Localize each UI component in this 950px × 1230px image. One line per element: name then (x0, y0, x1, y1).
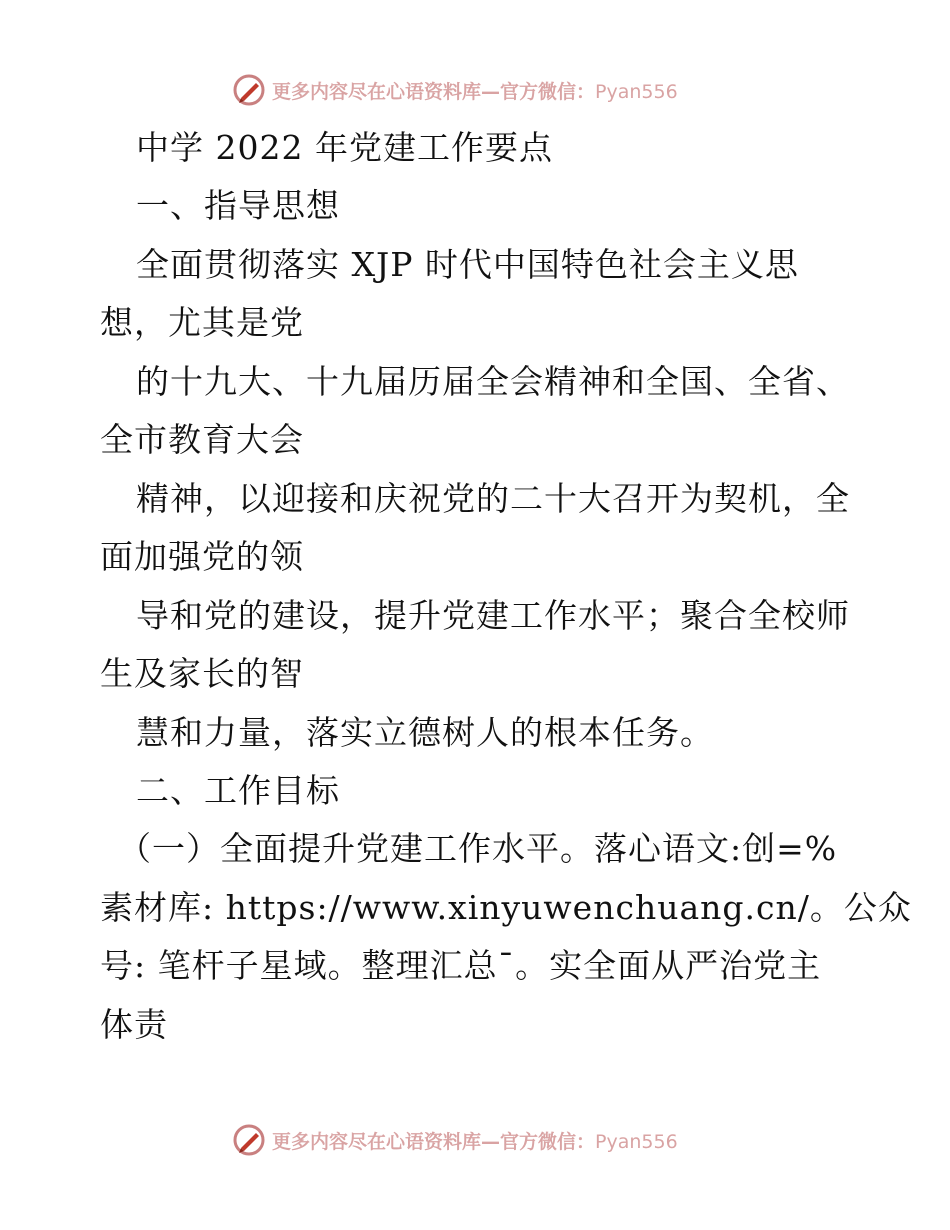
pen-logo-icon (232, 73, 266, 107)
watermark-header (232, 70, 678, 110)
paragraph-line: 体责 (100, 1005, 168, 1044)
paragraph-line: 的十九大、十九届历届全会精神和全国、全省、 (136, 362, 850, 401)
paragraph-line: 全市教育大会 (100, 420, 304, 459)
document-title: 中学 2022 年党建工作要点 (136, 128, 553, 167)
section-heading-work-goals: 二、工作目标 (136, 771, 340, 810)
paragraph-line: 慧和力量，落实立德树人的根本任务。 (136, 713, 714, 752)
paragraph-line: （一）全面提升党建工作水平。落心语文:创=% (118, 829, 838, 868)
paragraph-line: 素材库: https://www.xinyuwenchuang.cn/。公众 (100, 888, 912, 927)
watermark-text: 更多内容尽在心语资料库—官方微信：Pyan556 (272, 1130, 678, 1153)
paragraph-line: 想，尤其是党 (100, 303, 304, 342)
paragraph-line: 生及家长的智 (100, 654, 304, 693)
watermark-text: 更多内容尽在心语资料库—官方微信：Pyan556 (272, 80, 678, 103)
paragraph-line: 号: 笔杆子星域。整理汇总¯。实全面从严治党主 (100, 946, 822, 985)
paragraph-line: 精神，以迎接和庆祝党的二十大召开为契机，全 (136, 479, 850, 518)
paragraph-line: 全面贯彻落实 XJP 时代中国特色社会主义思 (136, 245, 799, 284)
paragraph-line: 面加强党的领 (100, 537, 304, 576)
section-heading-guiding-ideology: 一、指导思想 (136, 186, 340, 225)
pen-logo-icon (232, 1123, 266, 1157)
watermark-footer (232, 1120, 678, 1160)
paragraph-line: 导和党的建设，提升党建工作水平；聚合全校师 (136, 596, 850, 635)
